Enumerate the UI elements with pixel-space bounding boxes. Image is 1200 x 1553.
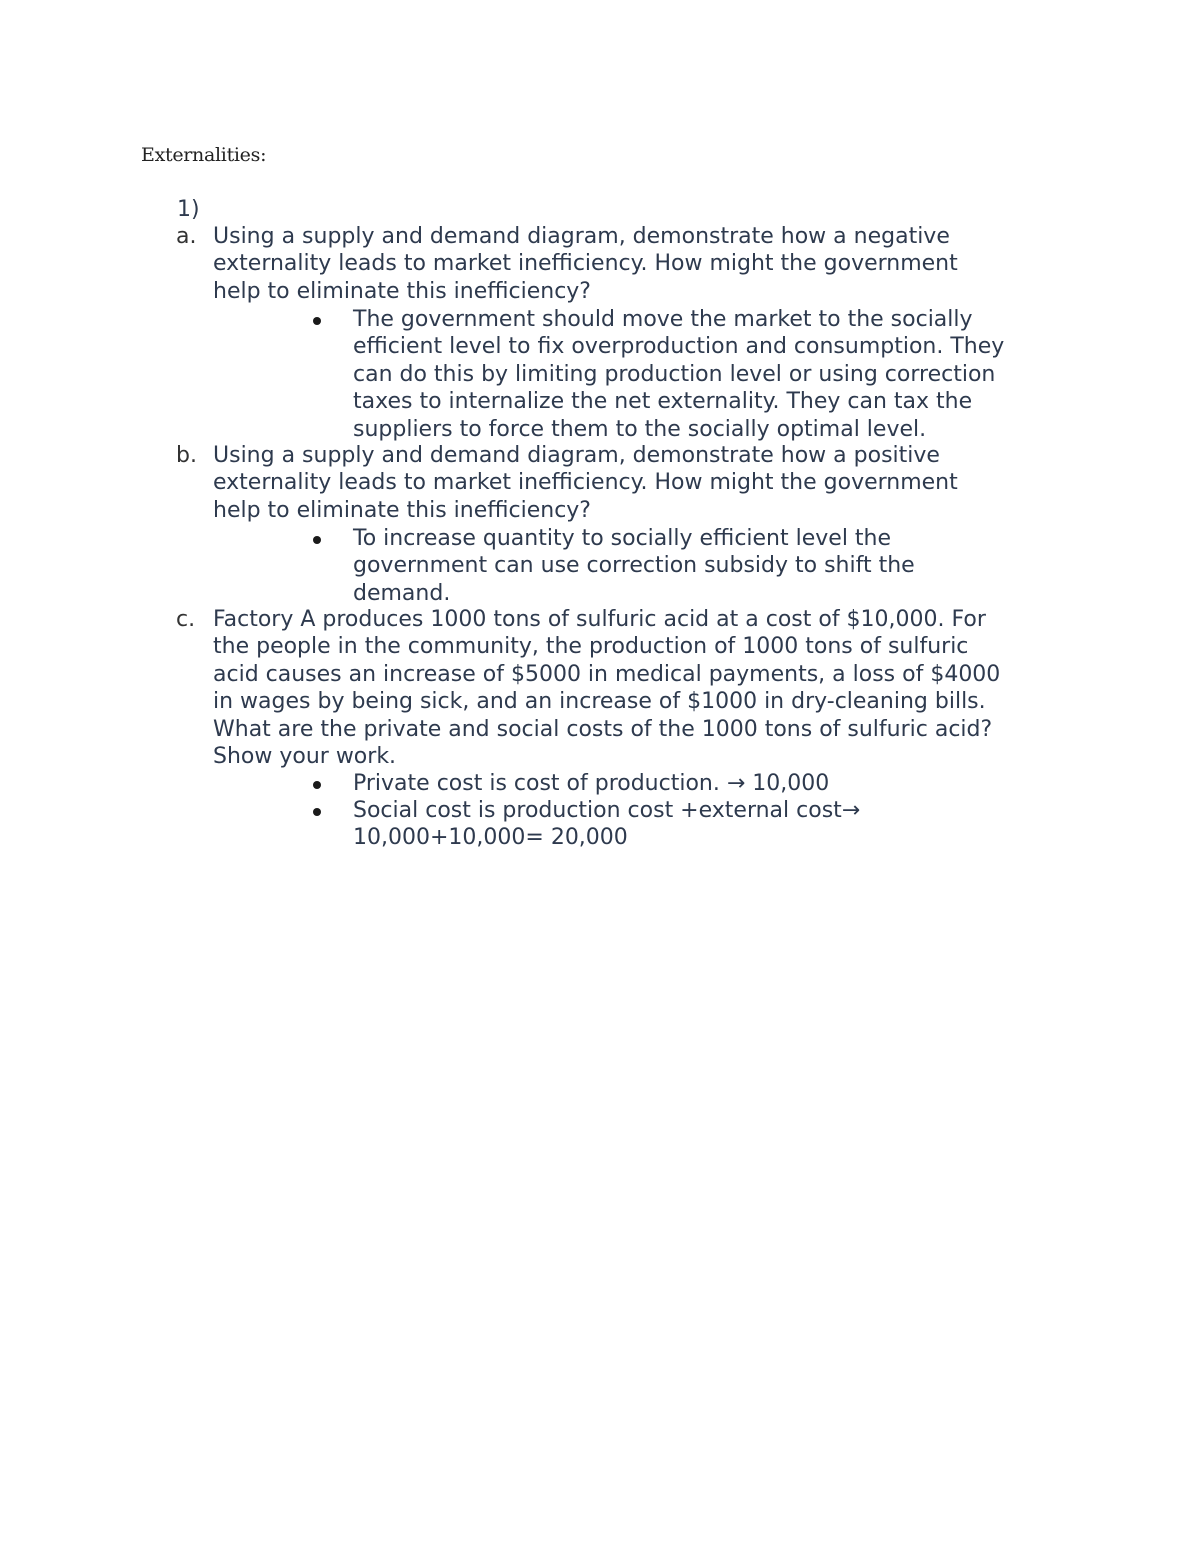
answer-text-line: Social cost is production cost +external cost→ [353,798,861,823]
answer-text-line: government can use correction subsidy to shift the [353,553,915,579]
item-text [213,442,1063,524]
bullet-dot-icon [313,317,321,325]
item-text-line: help to eliminate this inefficiency? [213,497,591,523]
answer-text [353,306,1065,443]
item-text-line: externality leads to market inefficiency. How might the government [213,251,958,277]
item-text-line: acid causes an increase of $5000 in medical payments, a loss of $4000 [213,661,1001,687]
item-marker: c. [176,607,196,632]
answer-text-line: The government should move the market to the socially [353,307,973,332]
item-text-line: externality leads to market inefficiency. How might the government [213,470,958,496]
bullet-dot-icon [313,781,321,789]
question-number: 1) [177,197,200,222]
document-title: Externalities: [141,144,267,166]
item-text-line: What are the private and social costs of the 1000 tons of sulfuric acid? [213,716,993,742]
item-text-line: the people in the community, the production of 1000 tons of sulfuric [213,634,969,660]
answer-text-line: To increase quantity to socially efficient level the [353,526,892,551]
answer-text-line: taxes to internalize the net externality. They can tax the [353,389,973,415]
answer-text-line: 10,000+10,000= 20,000 [353,825,628,851]
answer-text-line: suppliers to force them to the socially optimal level. [353,416,927,442]
item-text-line: in wages by being sick, and an increase of $1000 in dry-cleaning bills. [213,689,986,715]
answer-text-line: Private cost is cost of production. → 10,000 [353,771,830,796]
answer-text [353,525,1065,607]
item-text-line: Show your work. [213,744,397,770]
item-text-line: help to eliminate this inefficiency? [213,278,591,304]
item-text-line: Factory A produces 1000 tons of sulfuric acid at a cost of $10,000. For [213,607,986,632]
answer-text-line: can do this by limiting production level or using correction [353,361,996,387]
answer-text [353,770,1065,797]
bullet-dot-icon [313,808,321,816]
item-text-line: Using a supply and demand diagram, demonstrate how a positive [213,443,940,468]
item-marker: a. [176,224,197,249]
item-text [213,606,1063,770]
item-text-line: Using a supply and demand diagram, demonstrate how a negative [213,224,950,249]
bullet-dot-icon [313,536,321,544]
item-marker: b. [176,443,197,468]
item-text [213,223,1063,305]
answer-text [353,797,1065,852]
answer-text-line: demand. [353,580,451,606]
answer-text-line: efficient level to fix overproduction and consumption. They [353,334,1005,360]
